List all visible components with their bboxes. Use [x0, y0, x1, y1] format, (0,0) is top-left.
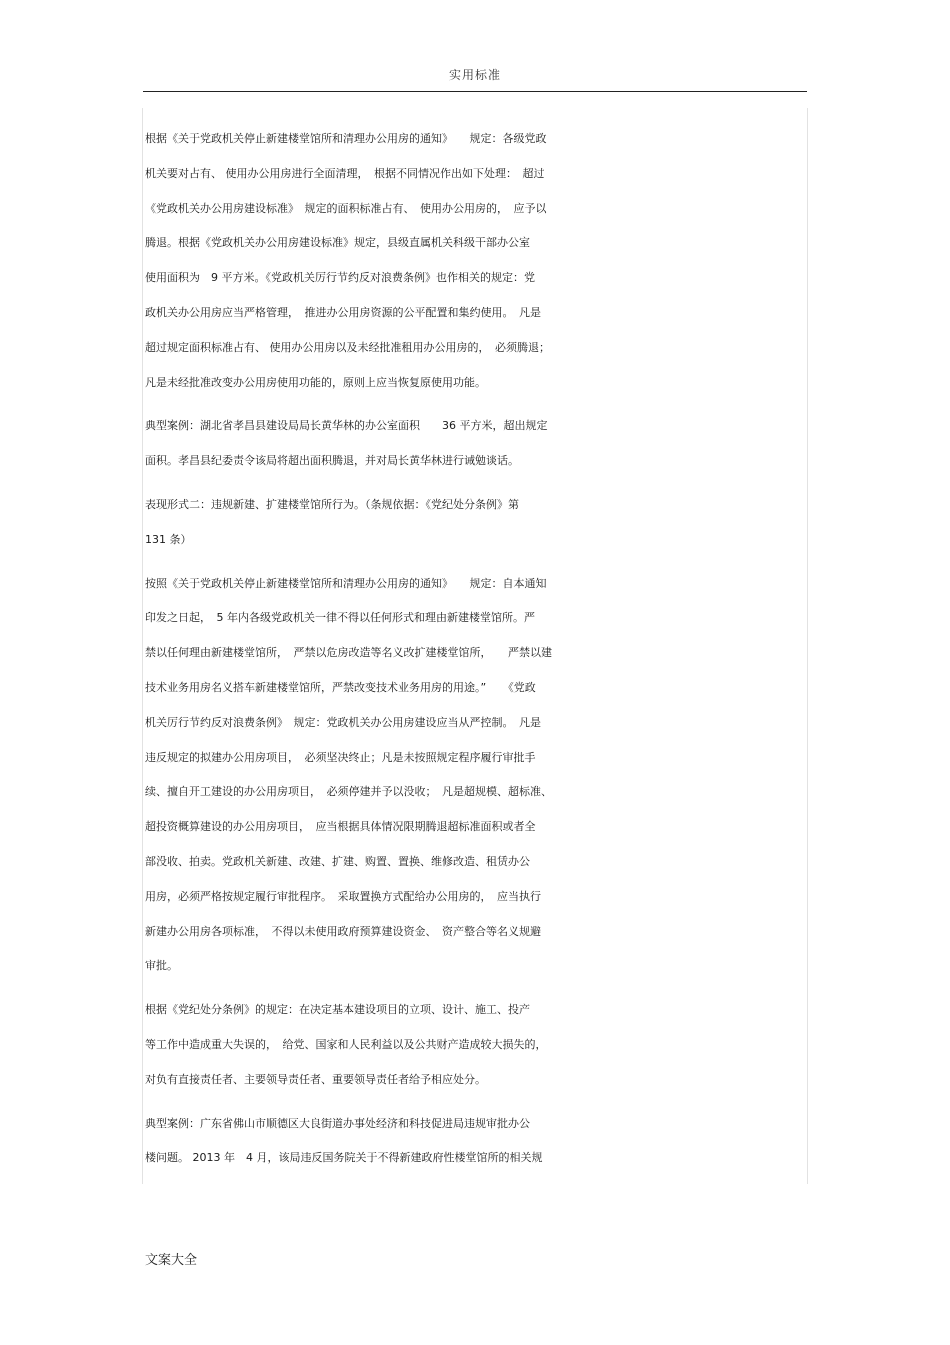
paragraph [145, 122, 807, 400]
text-line: 表现形式二：违规新建、扩建楼堂馆所行为。（条规依据：《党纪处分条例》第 [145, 497, 519, 511]
text-line: 续、擅自开工建设的办公用房项目， 必须停建并予以没收； 凡是超规模、超标准、 [145, 785, 552, 799]
text-line: 凡是未经批准改变办公用房使用功能的，原则上应当恢复原使用功能。 [145, 375, 486, 389]
text-line: 超投资概算建设的办公用房项目， 应当根据具体情况限期腾退超标准面积或者全 [145, 820, 536, 834]
text-line: 等工作中造成重大失误的， 给党、国家和人民利益以及公共财产造成较大损失的， [145, 1037, 547, 1051]
header-divider [143, 91, 807, 92]
page-footer-label: 文案大全 [145, 1253, 198, 1268]
paragraph [145, 1107, 807, 1177]
document-content [145, 122, 807, 1184]
text-line: 用房，必须严格按规定履行审批程序。 采取置换方式配给办公用房的， 应当执行 [145, 889, 541, 903]
text-line: 政机关办公用房应当严格管理， 推进办公用房资源的公平配置和集约使用。 凡是 [145, 305, 541, 319]
text-line: 根据《关于党政机关停止新建楼堂馆所和清理办公用房的通知》 规定：各级党政 [145, 132, 547, 145]
text-line: 典型案例：广东省佛山市顺德区大良街道办事处经济和科技促进局违规审批办公 [145, 1116, 530, 1130]
text-line: 按照《关于党政机关停止新建楼堂馆所和清理办公用房的通知》 规定：自本通知 [145, 576, 547, 590]
text-line: 机关要对占有、 使用办公用房进行全面清理， 根据不同情况作出如下处理： 超过 [145, 166, 545, 180]
text-line: 典型案例：湖北省孝昌县建设局局长黄华林的办公室面积 36 平方米，超出规定 [145, 419, 548, 433]
document-body [142, 108, 808, 1184]
paragraph [145, 567, 807, 985]
paragraph [145, 488, 807, 558]
text-line: 使用面积为 9 平方米。《党政机关厉行节约反对浪费条例》也作相关的规定：党 [145, 271, 535, 285]
page-header-title: 实用标准 [448, 68, 501, 82]
text-line: 楼问题。 2013 年 4 月，该局违反国务院关于不得新建政府性楼堂馆所的相关规 [145, 1151, 543, 1165]
text-line: 违反规定的拟建办公用房项目， 必须坚决终止；凡是未按照规定程序履行审批手 [145, 750, 536, 764]
text-line: 机关厉行节约反对浪费条例》 规定：党政机关办公用房建设应当从严控制。 凡是 [145, 715, 541, 729]
text-line: 新建办公用房各项标准， 不得以未使用政府预算建设资金、 资产整合等名义规避 [145, 924, 541, 938]
text-line: 腾退。根据《党政机关办公用房建设标准》规定，县级直属机关科级干部办公室 [145, 236, 530, 250]
text-line: 超过规定面积标准占有、 使用办公用房以及未经批准租用办公用房的， 必须腾退； [145, 340, 550, 354]
text-line: 禁以任何理由新建楼堂馆所， 严禁以危房改造等名义改扩建楼堂馆所， 严禁以建 [145, 646, 552, 660]
text-line: 《党政机关办公用房建设标准》 规定的面积标准占有、 使用办公用房的， 应予以 [145, 201, 547, 215]
text-line: 印发之日起， 5 年内各级党政机关一律不得以任何形式和理由新建楼堂馆所。严 [145, 611, 535, 625]
paragraph [145, 409, 807, 479]
text-line: 对负有直接责任者、主要领导责任者、重要领导责任者给予相应处分。 [145, 1072, 486, 1086]
text-line: 131 条） [145, 532, 192, 546]
text-line: 根据《党纪处分条例》的规定：在决定基本建设项目的立项、设计、施工、投产 [145, 1003, 530, 1017]
paragraph [145, 993, 807, 1097]
text-line: 部没收、拍卖。党政机关新建、改建、扩建、购置、置换、维修改造、租赁办公 [145, 854, 530, 868]
text-line: 技术业务用房名义搭车新建楼堂馆所，严禁改变技术业务用房的用途。” 《党政 [145, 680, 536, 694]
text-line: 审批。 [145, 959, 178, 973]
text-line: 面积。孝昌县纪委责令该局将超出面积腾退，并对局长黄华林进行诫勉谈话。 [145, 454, 519, 468]
